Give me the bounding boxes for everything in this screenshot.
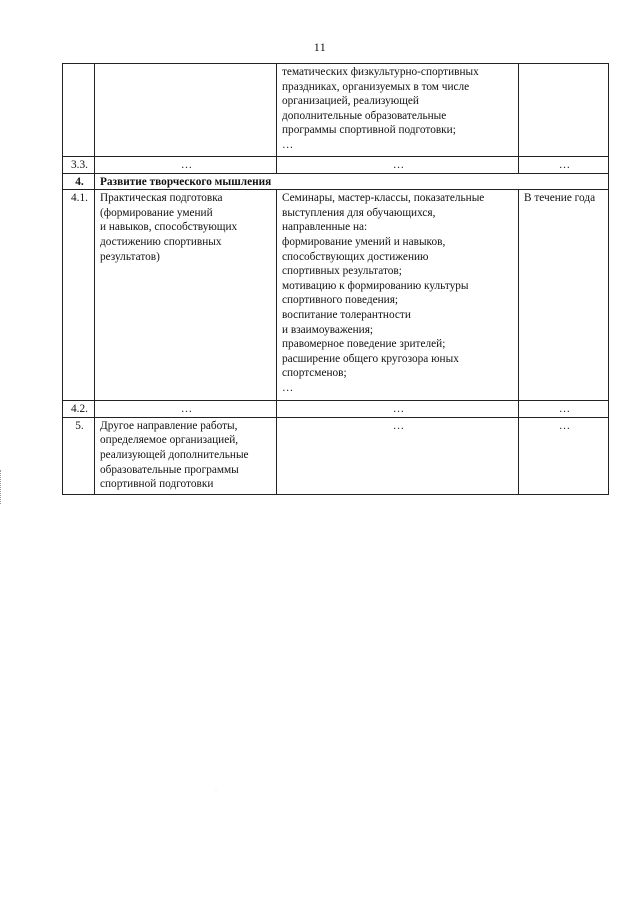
row-number: 3.3. (63, 157, 95, 174)
activity-content: тематических физкультурно-спортивных праздниках, организуемых в том числе организацией, реализующей дополнительные образовательные программы спортивной подготовки; … (277, 64, 519, 157)
table-row (63, 190, 609, 401)
row-number (63, 64, 95, 157)
activity-name: Другое направление работы, определяемое организацией, реализующей дополнительные образовательные программы спортивной подготовки (95, 417, 277, 494)
activity-term: … (519, 417, 609, 494)
scan-speck: · (215, 788, 217, 794)
activity-term (519, 64, 609, 157)
section-title: Развитие творческого мышления (95, 173, 609, 190)
table-row (63, 157, 609, 174)
row-number: 4.2. (63, 401, 95, 418)
activity-term: … (519, 157, 609, 174)
activity-content: … (277, 157, 519, 174)
scan-margin-mark (0, 470, 3, 504)
activity-name (95, 64, 277, 157)
activity-content: Семинары, мастер-классы, показательные выступления для обучающихся, направленные на: формирование умений и навыков, способствующих достижению спортивных результатов; мотивацию к формированию культуры спортивного поведения; воспитание толерантности и взаимоуважения; правомерное поведение зрителей; расширение общего кругозора юных спортсменов; … (277, 190, 519, 401)
page-number: 11 (313, 40, 327, 54)
activity-term: … (519, 401, 609, 418)
table-row (63, 401, 609, 418)
activity-plan-table (62, 63, 609, 495)
row-number: 5. (63, 417, 95, 494)
activity-name: Практическая подготовка (формирование умений и навыков, способствующих достижению спортивных результатов) (95, 190, 277, 401)
table-row (63, 64, 609, 157)
activity-name: … (95, 401, 277, 418)
activity-name: … (95, 157, 277, 174)
activity-term: В течение года (519, 190, 609, 401)
row-number: 4.1. (63, 190, 95, 401)
section-number: 4. (63, 173, 95, 190)
table-row (63, 417, 609, 494)
section-header-row (63, 173, 609, 190)
activity-content: … (277, 401, 519, 418)
activity-content: … (277, 417, 519, 494)
